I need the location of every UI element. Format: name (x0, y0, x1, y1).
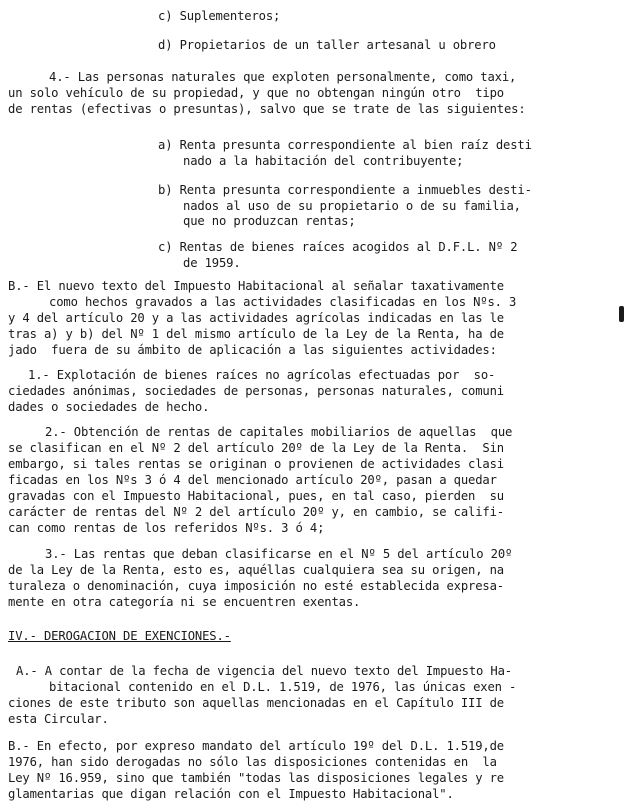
text-line: turaleza o denominación, cuya imposición no esté establecida expresa- (8, 579, 504, 593)
text-line: b) Renta presunta correspondiente a inmuebles desti- (158, 183, 532, 197)
text-line: 3.- Las rentas que deban clasificarse en el Nº 5 del artículo 20º (45, 547, 513, 561)
text-line: c) Rentas de bienes raíces acogidos al D.F.L. Nº 2 (158, 240, 518, 254)
text-line: bitacional contenido en el D.L. 1.519, de 1976, las únicas exen - (49, 680, 517, 694)
text-line: gravadas con el Impuesto Habitacional, pues, en tal caso, pierden su (8, 489, 504, 503)
text-line: como hechos gravados a las actividades clasificadas en los Nºs. 3 (49, 295, 517, 309)
text-line: d) Propietarios de un taller artesanal u obrero (158, 38, 496, 52)
text-line: mente en otra categoría ni se encuentren exentas. (8, 595, 361, 609)
text-line: Ley Nº 16.959, sino que también "todas las disposiciones legales y re (8, 771, 504, 785)
text-line: ficadas en los Nºs 3 ó 4 del mencionado artículo 20º, pasan a quedar (8, 473, 497, 487)
text-line: 2.- Obtención de rentas de capitales mobiliarios de aquellas que (45, 425, 513, 439)
text-line: can como rentas de los referidos Nºs. 3 ó 4; (8, 521, 325, 535)
text-line: a) Renta presunta correspondiente al bien raíz desti (158, 138, 532, 152)
text-line: B.- En efecto, por expreso mandato del artículo 19º del D.L. 1.519,de (8, 739, 504, 753)
text-line: A.- A contar de la fecha de vigencia del nuevo texto del Impuesto Ha- (16, 664, 512, 678)
text-line: jado fuera de su ámbito de aplicación a las siguientes actividades: (8, 343, 497, 357)
text-line: de rentas (efectivas o presuntas), salvo que se trate de las siguientes: (8, 102, 526, 116)
text-line: de 1959. (183, 256, 241, 270)
text-line: ciedades anónimas, sociedades de personas, personas naturales, comuni (8, 384, 504, 398)
text-line: nados al uso de su propietario o de su familia, (183, 199, 521, 213)
text-line: glamentarias que digan relación con el Impuesto Habitacional". (8, 787, 454, 801)
text-line: nado a la habitación del contribuyente; (183, 154, 464, 168)
text-line: y 4 del artículo 20 y a las actividades agrícolas indicadas en las le (8, 311, 504, 325)
text-line: embargo, si tales rentas se originan o provienen de actividades clasi (8, 457, 504, 471)
text-line: tras a) y b) del Nº 1 del mismo artículo de la Ley de la Renta, ha de (8, 327, 504, 341)
text-line: 4.- Las personas naturales que exploten personalmente, como taxi, (49, 70, 517, 84)
margin-mark (619, 306, 624, 322)
text-line: un solo vehículo de su propiedad, y que no obtengan ningún otro tipo (8, 86, 504, 100)
text-line: que no produzcan rentas; (183, 214, 356, 228)
text-line: 1.- Explotación de bienes raíces no agrícolas efectuadas por so- (28, 368, 496, 382)
text-line: dades o sociedades de hecho. (8, 400, 210, 414)
text-line: B.- El nuevo texto del Impuesto Habitacional al señalar taxativamente (8, 279, 504, 293)
text-line: 1976, han sido derogadas no sólo las disposiciones contenidas en la (8, 755, 497, 769)
text-line: de la Ley de la Renta, esto es, aquéllas cualquiera sea su origen, na (8, 563, 504, 577)
text-line: carácter de rentas del Nº 2 del artículo 20º y, en cambio, se califi- (8, 505, 504, 519)
text-line: se clasifican en el Nº 2 del artículo 20º de la Ley de la Renta. Sin (8, 441, 504, 455)
text-line: esta Circular. (8, 712, 109, 726)
section-heading: IV.- DEROGACION DE EXENCIONES.- (8, 629, 231, 643)
text-line: c) Suplementeros; (158, 9, 281, 23)
text-line: ciones de este tributo son aquellas mencionadas en el Capítulo III de (8, 696, 504, 710)
